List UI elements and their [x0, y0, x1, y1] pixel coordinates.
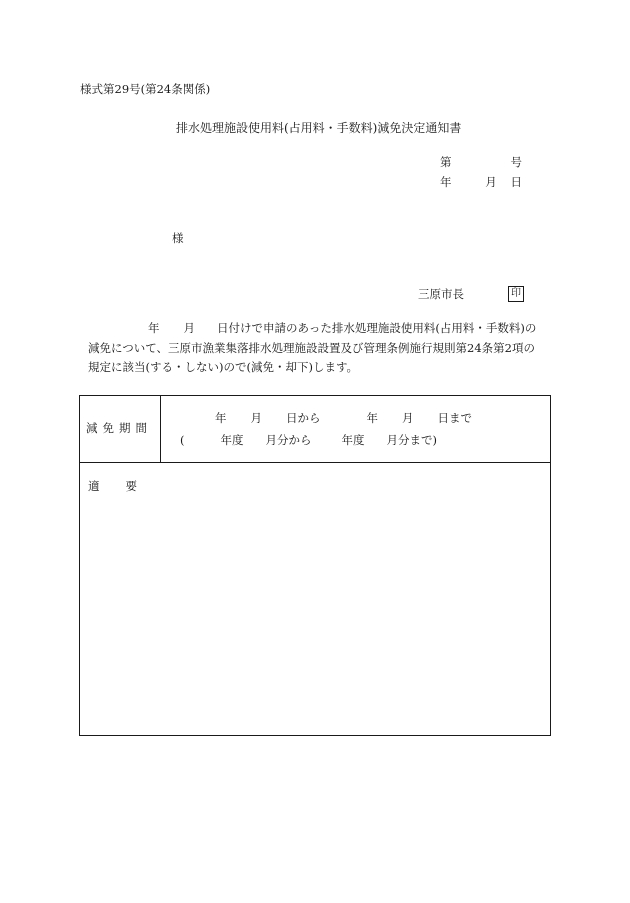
start-year: 年 — [215, 411, 227, 425]
seal-box: 印 — [508, 286, 524, 302]
fiscal-period — [180, 435, 437, 447]
fiscal-start-month: 月分から — [265, 433, 312, 447]
addressee-suffix: 様 — [172, 231, 184, 245]
document-number-row — [440, 157, 522, 169]
body-line-1 — [88, 323, 536, 335]
number-prefix: 第 — [440, 155, 452, 169]
end-day: 日まで — [437, 411, 472, 425]
reduction-table — [79, 395, 551, 736]
remarks-label-1: 適 — [88, 479, 100, 493]
row-divider — [80, 462, 550, 463]
remarks-label-2: 要 — [125, 479, 137, 493]
fiscal-start-year: 年度 — [220, 433, 244, 447]
start-day: 日から — [286, 411, 321, 425]
date-day: 日 — [510, 175, 522, 189]
body-year: 年 — [148, 321, 160, 335]
column-divider — [160, 396, 161, 462]
end-year: 年 — [366, 411, 378, 425]
period-dates — [215, 413, 472, 425]
remarks-label — [88, 481, 137, 493]
issuer-name: 三原市長 — [418, 287, 464, 301]
fiscal-end-year: 年度 — [341, 433, 365, 447]
form-number: 様式第29号(第24条関係) — [80, 82, 211, 96]
body-month: 月 — [183, 321, 195, 335]
date-year: 年 — [440, 175, 452, 189]
fiscal-open-paren: ( — [180, 433, 185, 447]
body-line-3: 規定に該当(する・しない)ので(減免・却下)します。 — [88, 360, 359, 374]
end-month: 月 — [402, 411, 414, 425]
period-label: 減免期間 — [86, 421, 152, 435]
document-title: 排水処理施設使用料(占用料・手数料)減免決定通知書 — [176, 121, 462, 135]
number-suffix: 号 — [510, 155, 522, 169]
fiscal-end-month: 月分まで) — [386, 433, 437, 447]
start-month: 月 — [250, 411, 262, 425]
issue-date-row — [440, 177, 522, 189]
body-rest: 日付けで申請のあった排水処理施設使用料(占用料・手数料)の — [217, 321, 537, 335]
date-month: 月 — [485, 175, 497, 189]
body-line-2: 減免について、三原市漁業集落排水処理施設設置及び管理条例施行規則第24条第2項の — [88, 341, 535, 355]
